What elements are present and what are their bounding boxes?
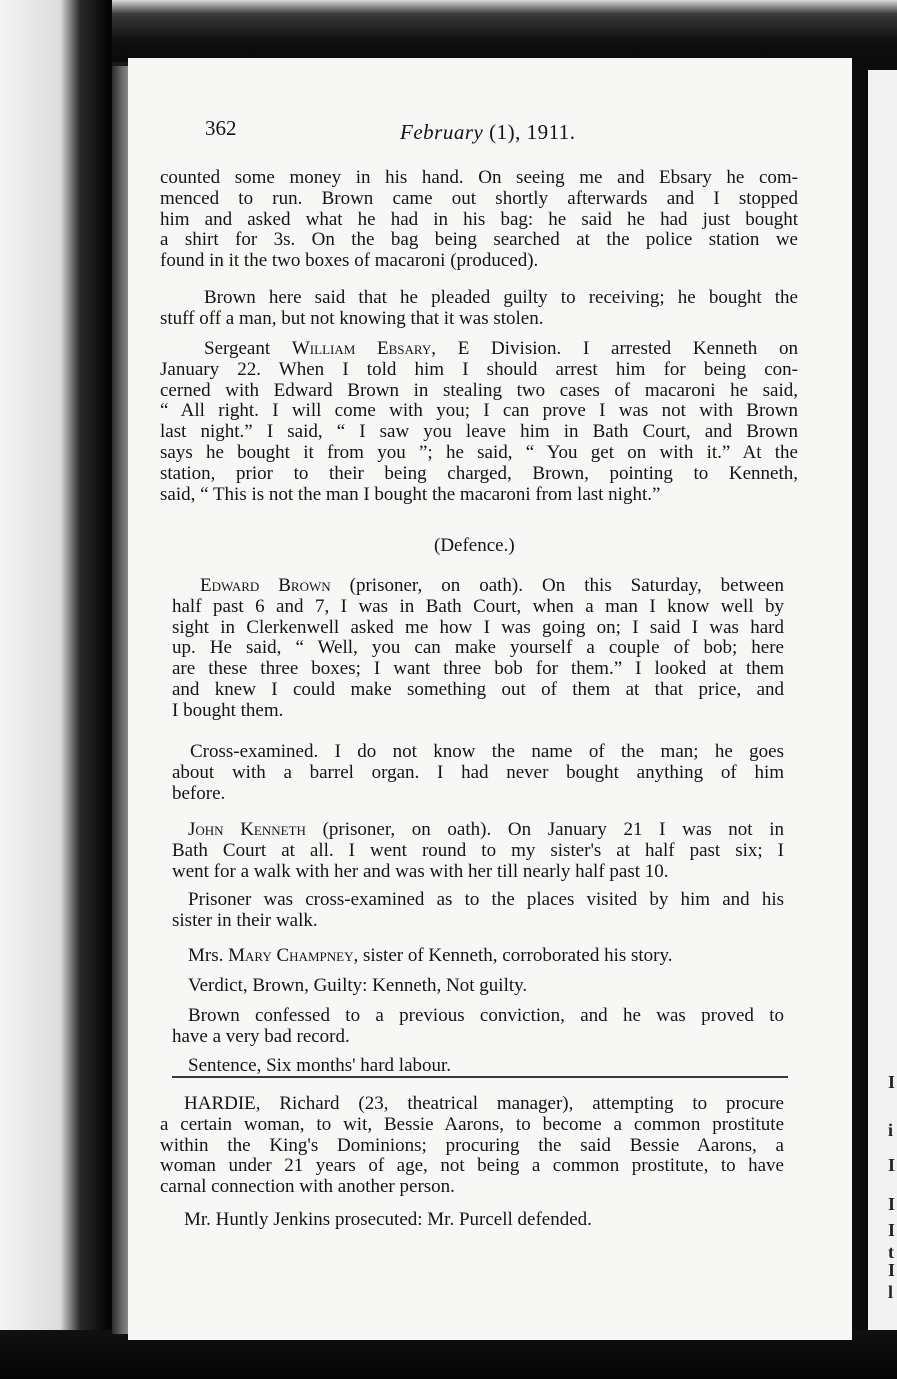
text-line: and knew I could make something out of them at that price, and: [172, 678, 784, 700]
facing-page-edge: [868, 70, 897, 1330]
paragraph-verdict: [188, 976, 784, 997]
text-line: cerned with Edward Brown in stealing two cases of macaroni he said,: [160, 379, 798, 401]
date-rest: (1), 1911.: [483, 120, 576, 144]
text-line: went for a walk with her and was with her till nearly half past 10.: [172, 860, 669, 882]
text-line: before.: [172, 782, 226, 804]
page-number: 362: [205, 116, 237, 140]
facing-page-char: I: [888, 1072, 896, 1092]
paragraph-previous-conviction: [172, 1006, 784, 1048]
text-line: Sentence, Six months' hard labour.: [188, 1055, 452, 1076]
text-line: Mr. Huntly Jenkins prosecuted: Mr. Purcell defended.: [184, 1209, 592, 1230]
facing-page-char: I: [888, 1220, 896, 1240]
text-line: Bath Court at all. I went round to my sister's at half past six; I: [172, 839, 784, 861]
text-line: carnal connection with another person.: [160, 1176, 455, 1198]
paragraph-sergeant-ebsary: [160, 339, 798, 505]
text-span: , sister of Kenneth, corroborated his story.: [353, 945, 673, 966]
prisoner-name: Edward Brown: [200, 575, 331, 596]
facing-page-char: I: [888, 1194, 896, 1214]
paragraph-counsel: [184, 1210, 784, 1231]
facing-page-char: l: [888, 1282, 894, 1302]
text-line: HARDIE, Richard (23, theatrical manager), attempting to procure: [184, 1093, 784, 1114]
facing-page-char: I: [888, 1260, 896, 1280]
text-line: woman under 21 years of age, not being a common prostitute, to have: [160, 1155, 784, 1177]
text-line: him and asked what he had in his bag: he said he had just bought: [160, 208, 798, 230]
text-line: menced to run. Brown came out shortly afterwards and I stopped: [160, 187, 798, 209]
text-line: said, “ This is not the man I bought the macaroni from last night.”: [160, 483, 661, 505]
defence-heading: (Defence.): [434, 535, 515, 556]
text-line: last night.” I said, “ I saw you leave him in Bath Court, and Brown: [160, 421, 798, 443]
text-line: about with a barrel organ. I had never bought anything of him: [172, 761, 784, 783]
text-line: are these three boxes; I want three bob for them.” I looked at them: [172, 658, 784, 680]
text-line: found in it the two boxes of macaroni (produced).: [160, 250, 539, 272]
scan-border-left: [0, 0, 112, 1379]
paragraph-prisoner-cross-examined: [172, 890, 784, 932]
facing-page-char: I: [888, 1155, 896, 1175]
text-line: Prisoner was cross-examined as to the places visited by him and his: [188, 889, 784, 910]
text-line: sight in Clerkenwell asked me how I was going on; I said I was hard: [172, 616, 784, 638]
paragraph-mary-champney: [188, 946, 784, 967]
text-line: “ All right. I will come with you; I can prove I was not with Brown: [160, 400, 798, 422]
text-span: (prisoner, on oath). On January 21 I was not in: [305, 819, 784, 840]
prisoner-name: John Kenneth: [188, 819, 306, 840]
book-page: [128, 58, 852, 1340]
date-month: February: [400, 120, 484, 144]
text-span: (prisoner, on oath). On this Saturday, between: [330, 575, 784, 596]
paragraph-sentence: [188, 1056, 784, 1077]
paragraph-john-kenneth: [172, 820, 784, 882]
text-line: have a very bad record.: [172, 1025, 350, 1047]
text-line: within the King's Dominions; procuring the said Bessie Aarons, a: [160, 1134, 784, 1156]
text-line: I bought them.: [172, 699, 284, 721]
witness-name: William Ebsary: [291, 338, 432, 359]
text-line: a shirt for 3s. On the bag being searched at the police station we: [160, 229, 798, 251]
paragraph-edward-brown: [172, 576, 784, 722]
witness-name: Mary Champney: [228, 945, 354, 966]
text-line: a certain woman, to wit, Bessie Aarons, to become a common prostitute: [160, 1113, 784, 1135]
text-line: stuff off a man, but not knowing that it was stolen.: [160, 307, 544, 329]
facing-page-char: t: [888, 1242, 894, 1262]
text-line: half past 6 and 7, I was in Bath Court, when a man I know well by: [172, 595, 784, 617]
text-span: Mrs.: [188, 945, 229, 966]
text-span: Sergeant: [204, 338, 292, 359]
text-line: Brown confessed to a previous conviction, and he was proved to: [188, 1005, 784, 1026]
text-line: says he bought it from you ”; he said, “ You get on with it.” At the: [160, 441, 798, 463]
text-line: sister in their walk.: [172, 909, 318, 931]
text-line: Verdict, Brown, Guilty: Kenneth, Not guilty.: [188, 975, 528, 996]
paragraph-hardie-charge: [160, 1094, 784, 1198]
text-line: January 22. When I told him I should arrest him for being con-: [160, 358, 798, 380]
paragraph-cross-examined: [172, 742, 784, 804]
case-divider-rule: [172, 1076, 788, 1078]
page-date: [400, 120, 576, 145]
text-line: Brown here said that he pleaded guilty to receiving; he bought the: [204, 287, 798, 308]
text-line: Cross-examined. I do not know the name of the man; he goes: [190, 741, 784, 762]
facing-page-char: i: [888, 1120, 894, 1140]
scan-border-top: [0, 0, 897, 62]
paragraph-ebsary-continued: [160, 168, 798, 272]
text-span: , E Division. I arrested Kenneth on: [431, 338, 798, 359]
text-line: station, prior to their being charged, Brown, pointing to Kenneth,: [160, 462, 798, 484]
paragraph-brown-plea: [160, 288, 798, 330]
text-line: counted some money in his hand. On seeing me and Ebsary he com-: [160, 167, 798, 188]
text-line: up. He said, “ Well, you can make yourself a couple of bob; here: [172, 637, 784, 659]
